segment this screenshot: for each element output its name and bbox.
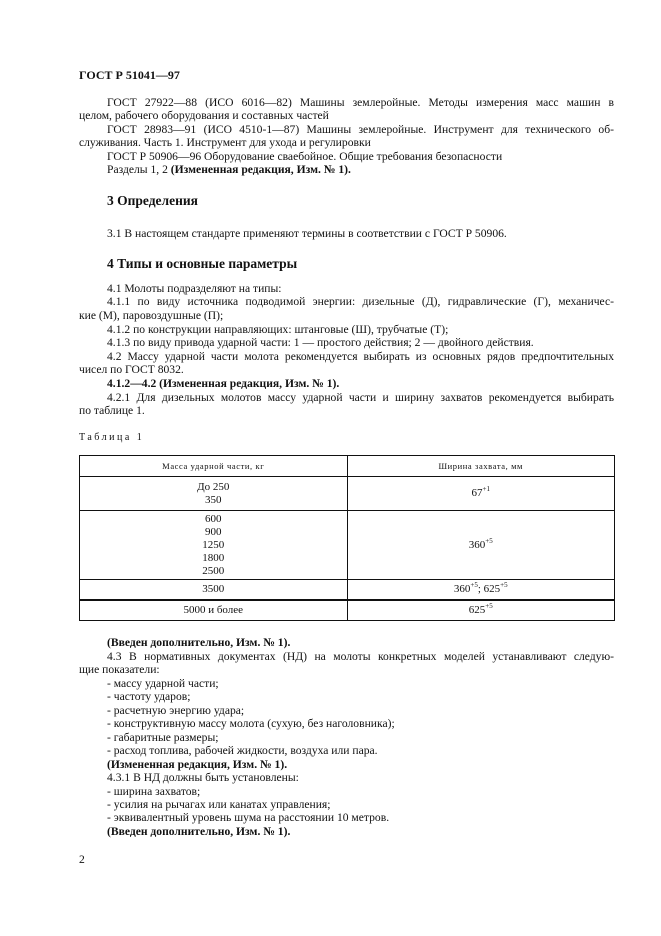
mass-cell: 5000 и более [80, 600, 348, 621]
paragraph: по таблице 1. [79, 404, 145, 417]
mass-value: 900 [205, 525, 222, 538]
sections-note [107, 163, 614, 177]
table-row [80, 477, 615, 511]
reference-line: служивания. Часть 1. Инструмент для ухода и регулировки [79, 136, 371, 149]
width-value: ; 625 [477, 582, 501, 595]
paragraph: 4.1 Молоты подразделяют на типы: [107, 282, 282, 295]
mass-value: До 250 [197, 480, 230, 493]
document-header: ГОСТ Р 51041—97 [79, 68, 180, 82]
sections-note-text: Разделы 1, 2 [107, 163, 171, 176]
tolerance: +5 [485, 601, 493, 610]
amendment-note: (Измененная редакция, Изм. № 1). [170, 163, 351, 176]
list-item: - эквивалентный уровень шума на расстоянии 10 метров. [107, 811, 390, 824]
paragraph: чисел по ГОСТ 8032. [79, 363, 184, 376]
paragraph: 4.2.1 Для дизельных молотов массу ударной части и ширину захватов рекомендуется выбирать [107, 391, 614, 404]
width-value: 360 [468, 538, 486, 551]
column-header: Масса ударной части, кг [80, 456, 348, 477]
paragraph: 4.3 В нормативных документах (НД) на молоты конкретных моделей устанавливают следую- [107, 650, 614, 663]
paragraph: кие (М), паровоздушные (П); [79, 309, 224, 322]
width-value: 625 [468, 603, 486, 616]
mass-value: 350 [205, 493, 222, 506]
list-item: - расчетную энергию удара; [107, 704, 245, 717]
page-number: 2 [79, 853, 85, 866]
tolerance: +5 [500, 580, 508, 589]
paragraph: 4.1.1 по виду источника подводимой энергии: дизельные (Д), гидравлические (Г), механичес- [107, 295, 614, 308]
mass-value: 600 [205, 512, 222, 525]
width-cell [347, 600, 615, 621]
amendment-note: (Введен дополнительно, Изм. № 1). [107, 825, 291, 838]
tolerance: +5 [485, 536, 493, 545]
list-item: - расход топлива, рабочей жидкости, воздуха или пара. [107, 744, 378, 757]
mass-cell [80, 477, 348, 511]
list-item: - усилия на рычагах или канатах управления; [107, 798, 331, 811]
paragraph: 4.1.3 по виду привода ударной части: 1 — простого действия; 2 — двойного действия. [107, 336, 534, 349]
mass-value: 1800 [202, 551, 225, 564]
list-item: - ширина захватов; [107, 785, 201, 798]
mass-cell [80, 511, 348, 580]
tolerance: +5 [470, 580, 478, 589]
reference-line: целом, рабочего оборудования и составных частей [79, 109, 329, 122]
column-header: Ширина захвата, мм [347, 456, 615, 477]
amendment-note: (Измененная редакция, Изм. № 1). [107, 758, 288, 771]
list-item: - конструктивную массу молота (сухую, без наголовника); [107, 717, 395, 730]
paragraph: 4.2 Массу ударной части молота рекомендуется выбирать из основных рядов предпочтительных [107, 350, 614, 363]
table-row [80, 600, 615, 621]
section-4-title: 4 Типы и основные параметры [107, 256, 298, 271]
mass-value: 1250 [202, 538, 225, 551]
width-value: 360 [453, 582, 471, 595]
width-cell [347, 511, 615, 580]
table-row [80, 580, 615, 600]
paragraph: 4.3.1 В НД должны быть установлены: [107, 771, 299, 784]
table-header-row [80, 456, 615, 477]
table-caption: Таблица 1 [79, 432, 145, 443]
list-item: - массу ударной части; [107, 677, 219, 690]
paragraph: щие показатели: [79, 663, 160, 676]
list-item: - габаритные размеры; [107, 731, 219, 744]
amendment-note: 4.1.2—4.2 (Измененная редакция, Изм. № 1). [107, 377, 340, 390]
list-item: - частоту ударов; [107, 690, 191, 703]
reference-line: ГОСТ Р 50906—96 Оборудование сваебойное. Общие требования безопасности [107, 150, 503, 163]
mass-cell: 3500 [80, 580, 348, 600]
table-1 [79, 455, 615, 621]
reference-line: ГОСТ 28983—91 (ИСО 4510-1—87) Машины землеройные. Инструмент для технического об- [107, 123, 614, 136]
section-3-title: 3 Определения [107, 193, 198, 208]
mass-value: 2500 [202, 564, 225, 577]
paragraph: 4.1.2 по конструкции направляющих: штанговые (Ш), трубчатые (Т); [107, 323, 449, 336]
paragraph-3-1: 3.1 В настоящем стандарте применяют термины в соответствии с ГОСТ Р 50906. [107, 227, 507, 240]
table-row [80, 511, 615, 580]
reference-line: ГОСТ 27922—88 (ИСО 6016—82) Машины землеройные. Методы измерения масс машин в [107, 96, 614, 109]
width-cell [347, 580, 615, 600]
width-value: 67 [471, 487, 483, 499]
amendment-note: (Введен дополнительно, Изм. № 1). [107, 636, 291, 649]
tolerance: +1 [482, 485, 490, 493]
width-cell [347, 477, 615, 511]
